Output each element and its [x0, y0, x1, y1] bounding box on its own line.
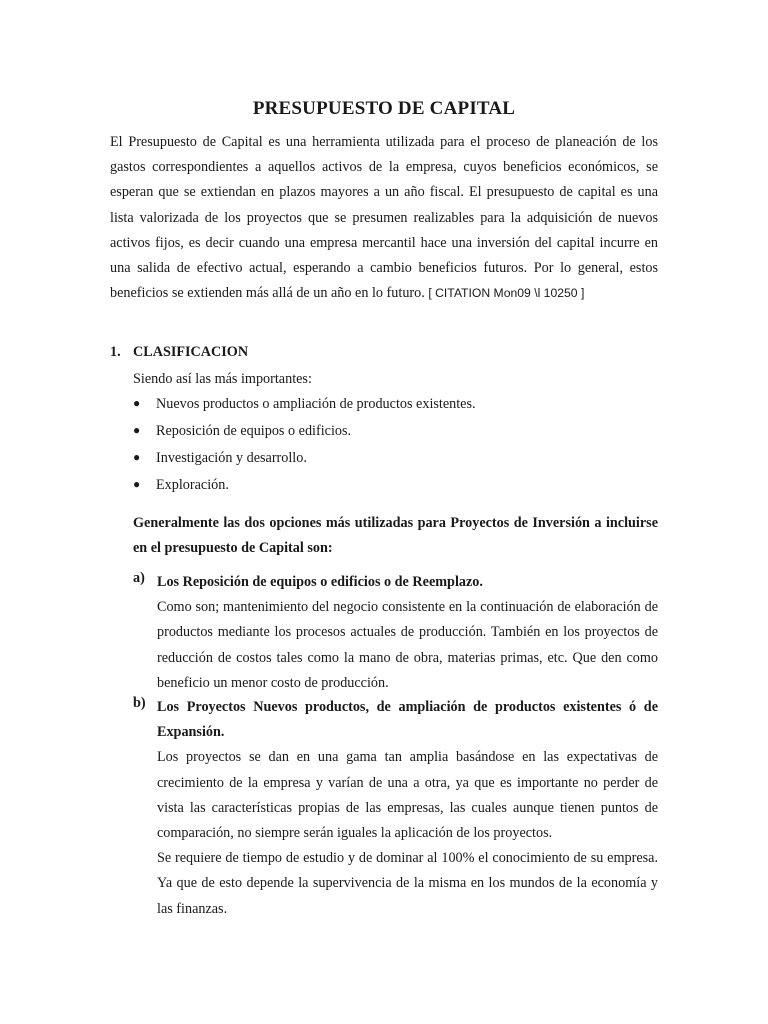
- bullet-text: Investigación y desarrollo.: [156, 450, 307, 466]
- section-intro: Siendo así las más importantes:: [133, 371, 312, 387]
- bullet-item: [133, 450, 476, 477]
- subsection-b: [133, 695, 658, 922]
- subsection-letter: b): [133, 695, 146, 711]
- document-title: PRESUPUESTO DE CAPITAL: [252, 98, 516, 119]
- bullet-text: Nuevos productos o ampliación de productos existentes.: [156, 396, 476, 412]
- subsection-a: [133, 570, 658, 696]
- subsection-heading: Los Proyectos Nuevos productos, de ampliación de productos existentes ó de Expansión.: [157, 699, 658, 741]
- bullet-item: [133, 423, 476, 450]
- bullet-icon: ●: [133, 477, 141, 491]
- bullet-icon: ●: [133, 450, 141, 464]
- bullet-icon: ●: [133, 396, 141, 410]
- section-heading: [110, 344, 248, 361]
- subsection-paragraph: Los proyectos se dan en una gama tan amplia basándose en las expectativas de crecimiento de la empresa y varían de una a otra, ya que es importante no perder de vista las características propias de las empresas, las cuales aunque tienen puntos de comparación, no siempre serán iguales la aplicación de los proyectos.: [157, 749, 658, 842]
- subsection-paragraph: Se requiere de tiempo de estudio y de dominar al 100% el conocimiento de su empresa. Ya que de esto depende la supervivencia de la misma en los mundos de la economía y las finanzas.: [157, 850, 658, 917]
- intro-paragraph: [110, 130, 658, 306]
- bullet-text: Reposición de equipos o edificios.: [156, 423, 352, 439]
- citation-field: [ CITATION Mon09 \l 10250 ]: [428, 286, 585, 301]
- bullet-text: Exploración.: [156, 477, 229, 493]
- subsection-paragraph: Como son; mantenimiento del negocio consistente en la continuación de elaboración de productos mediante los procesos actuales de producción. También en los proyectos de reducción de costos tales como la mano de obra, materias primas, etc. Que den como beneficio un menor costo de producción.: [157, 599, 658, 691]
- bullet-icon: ●: [133, 423, 141, 437]
- section-title: CLASIFICACION: [133, 344, 249, 360]
- bullet-item: [133, 477, 476, 504]
- section-number: 1.: [110, 344, 121, 360]
- subsection-heading: Los Reposición de equipos o edificios o de Reemplazo.: [157, 574, 483, 590]
- subsection-letter: a): [133, 570, 145, 586]
- bold-paragraph: Generalmente las dos opciones más utilizadas para Proyectos de Inversión a incluirse en el presupuesto de Capital son:: [133, 515, 658, 557]
- intro-text: El Presupuesto de Capital es una herramienta utilizada para el proceso de planeación de los gastos correspondientes a aquellos activos de la empresa, cuyos beneficios económicos, se esperan que se extiendan en plazos mayores a un año fiscal. El presupuesto de capital es una lista valorizada de los proyectos que se presumen realizables para la adquisición de nuevos activos fijos, es decir cuando una empresa mercantil hace una inversión del capital incurre en una salida de efectivo actual, esperando a cambio beneficios futuros. Por lo general, estos beneficios se extienden más allá de un año en lo futuro.: [110, 134, 658, 302]
- bullet-list: [133, 396, 476, 504]
- bullet-item: [133, 396, 476, 423]
